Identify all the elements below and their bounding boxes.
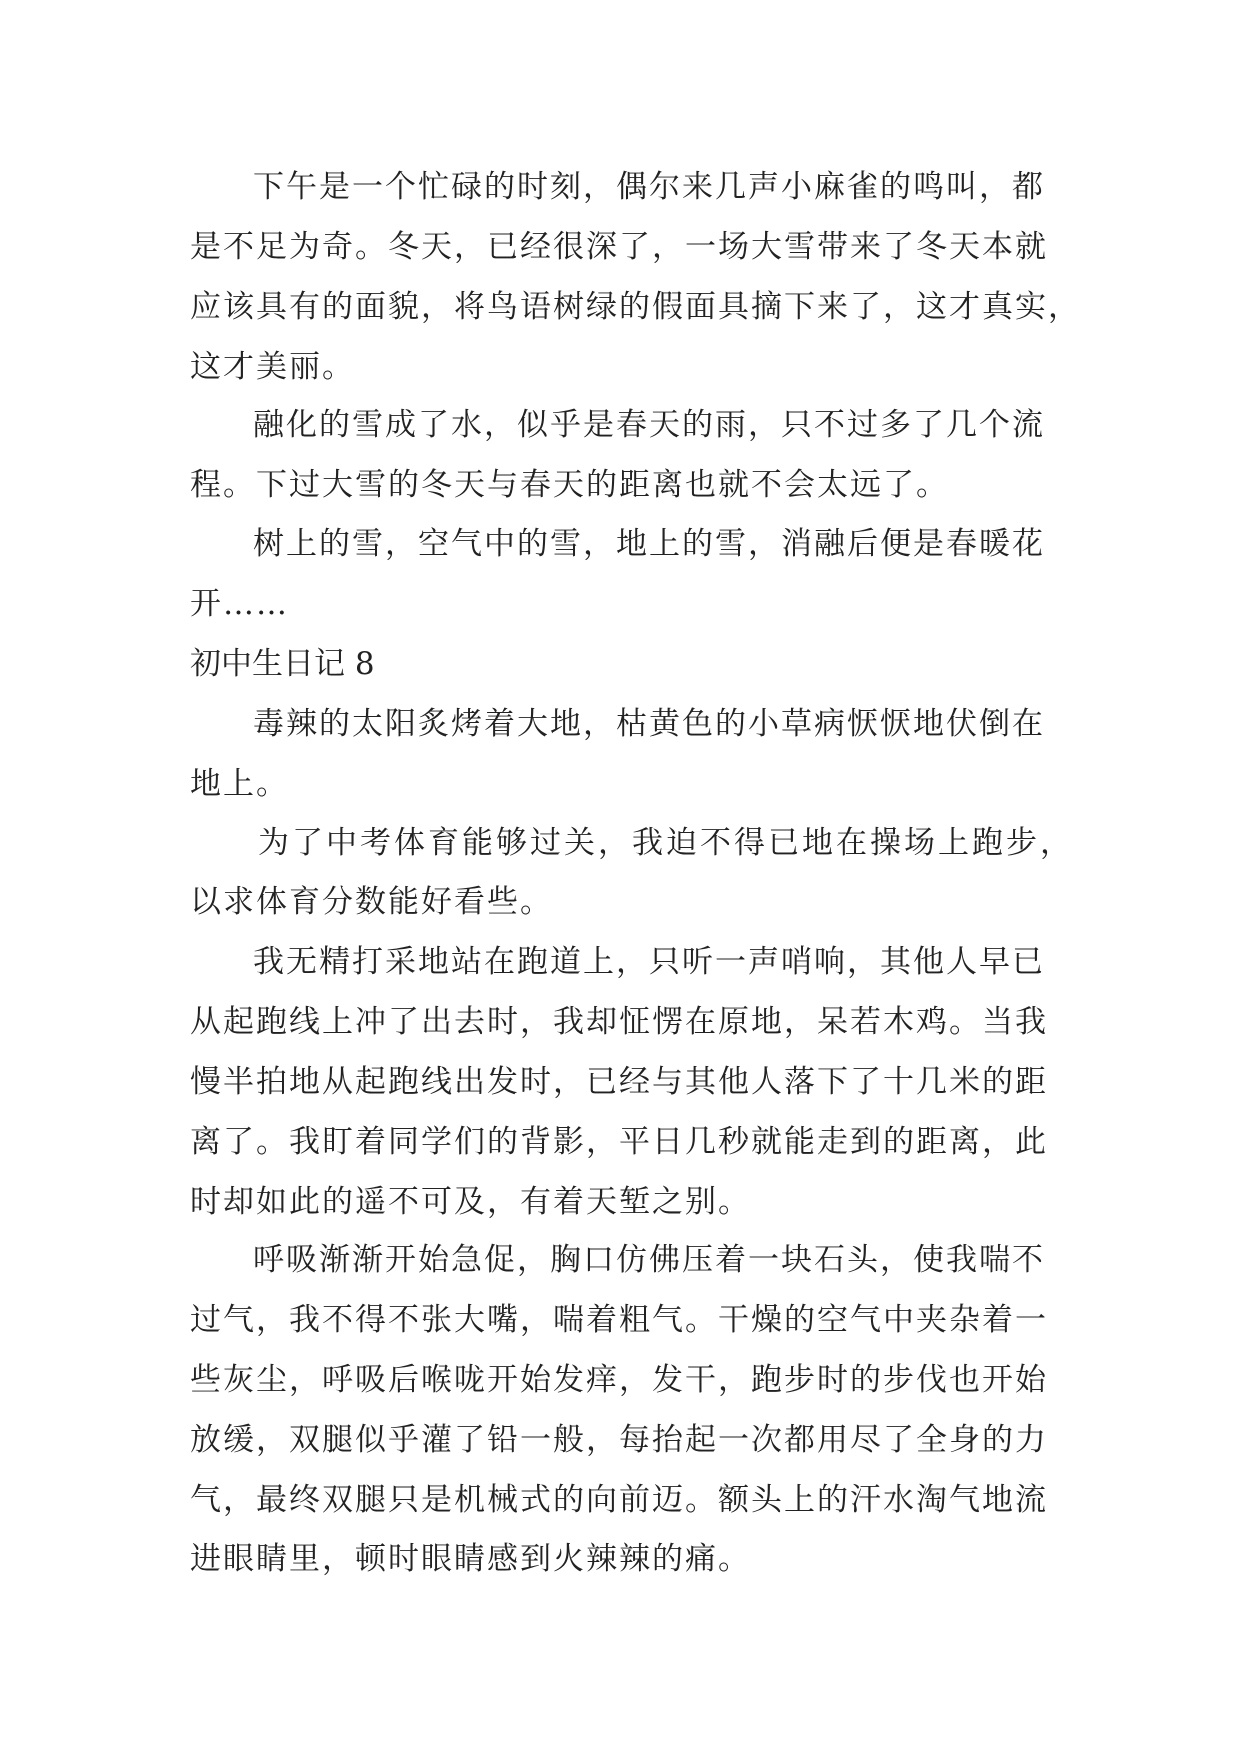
paragraph-line: 毒辣的太阳炙烤着大地，枯黄色的小草病恹恹地伏倒在 (253, 706, 1045, 742)
paragraph-line: 从起跑线上冲了出去时，我却怔愣在原地，呆若木鸡。当我 (190, 1004, 1048, 1040)
paragraph-line: 离了。我盯着同学们的背影，平日几秒就能走到的距离，此 (190, 1124, 1048, 1160)
paragraph-line: 气，最终双腿只是机械式的向前迈。额头上的汗水淘气地流 (190, 1482, 1048, 1518)
paragraph-line: 慢半拍地从起跑线出发时，已经与其他人落下了十几米的距 (190, 1064, 1048, 1100)
paragraph-line: 地上。 (190, 766, 289, 802)
paragraph-line: 开…… (190, 586, 289, 622)
paragraph-line: 呼吸渐渐开始急促，胸口仿佛压着一块石头，使我喘不 (253, 1242, 1045, 1278)
paragraph-line: 时却如此的遥不可及，有着天堑之别。 (190, 1184, 751, 1220)
paragraph-line: 程。下过大雪的冬天与春天的距离也就不会太远了。 (190, 467, 949, 503)
paragraph-line: 以求体育分数能好看些。 (190, 884, 553, 920)
paragraph-line: 应该具有的面貌，将鸟语树绿的假面具摘下来了，这才真实， (190, 289, 1081, 325)
section-heading: 初中生日记 8 (190, 646, 375, 682)
paragraph-line: 放缓，双腿似乎灌了铅一般，每抬起一次都用尽了全身的力 (190, 1422, 1048, 1458)
paragraph-line: 这才美丽。 (190, 349, 355, 385)
paragraph-line: 些灰尘，呼吸后喉咙开始发痒，发干，跑步时的步伐也开始 (190, 1362, 1048, 1398)
paragraph-line: 进眼睛里，顿时眼睛感到火辣辣的痛。 (190, 1541, 751, 1577)
paragraph-line: 我无精打采地站在跑道上，只听一声哨响，其他人早已 (253, 944, 1045, 980)
paragraph-line: 过气，我不得不张大嘴，喘着粗气。干燥的空气中夹杂着一 (190, 1302, 1048, 1338)
paragraph-line: 下午是一个忙碌的时刻，偶尔来几声小麻雀的鸣叫，都 (253, 169, 1045, 205)
paragraph-line: 树上的雪，空气中的雪，地上的雪，消融后便是春暖花 (253, 526, 1045, 562)
paragraph-line: 是不足为奇。冬天，已经很深了，一场大雪带来了冬天本就 (190, 229, 1048, 265)
paragraph-line: 融化的雪成了水，似乎是春天的雨，只不过多了几个流 (253, 407, 1045, 443)
paragraph-line: 为了中考体育能够过关，我迫不得已地在操场上跑步， (258, 825, 1074, 861)
